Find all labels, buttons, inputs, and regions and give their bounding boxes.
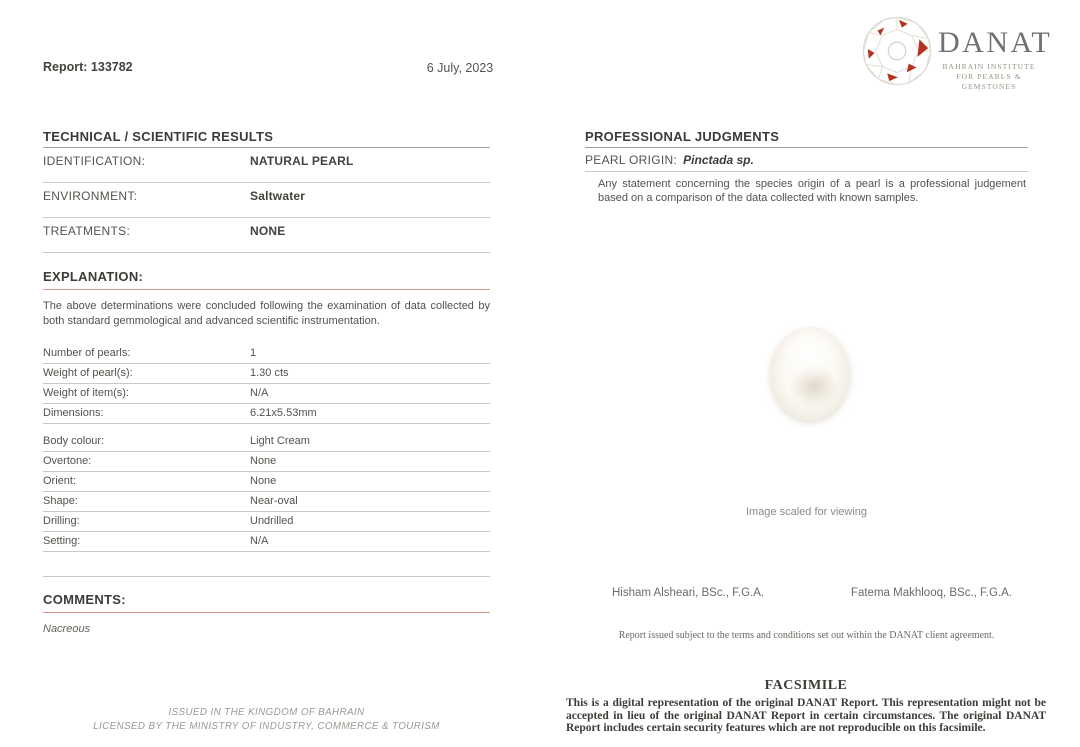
explanation-title: EXPLANATION: — [43, 270, 490, 290]
detail-label: Setting: — [43, 535, 81, 547]
explanation-text: The above determinations were concluded following the examination of data collected by both standard gemmological and advanced scientific instrumentation. — [43, 300, 490, 327]
issuer-footer-line2: LICENSED BY THE MINISTRY OF INDUSTRY, COMMERCE & TOURISM — [93, 721, 440, 732]
pearl-origin-row — [585, 148, 1028, 172]
detail-row-drilling — [43, 512, 490, 532]
brand-block — [938, 26, 1053, 92]
detail-value: None — [250, 455, 277, 467]
pearl-photo — [770, 327, 850, 420]
detail-value: Undrilled — [250, 515, 294, 527]
detail-value: N/A — [250, 387, 269, 399]
detail-value: None — [250, 475, 277, 487]
detail-label: Orient: — [43, 475, 77, 487]
brand-tagline-line2: FOR PEARLS & GEMSTONES — [956, 72, 1022, 91]
detail-row-shape — [43, 492, 490, 512]
result-row-environment — [43, 183, 490, 218]
technical-results-section — [43, 130, 490, 635]
pearl-origin-label: PEARL ORIGIN: — [585, 153, 678, 167]
detail-label: Shape: — [43, 495, 78, 507]
result-label: TREATMENTS: — [43, 224, 131, 238]
detail-row-number-of-pearls — [43, 344, 490, 364]
detail-row-orient — [43, 472, 490, 492]
detail-row-weight-of-pearls — [43, 364, 490, 384]
brand-tagline-line1: BAHRAIN INSTITUTE — [942, 62, 1036, 71]
comments-text: Nacreous — [43, 623, 91, 635]
result-value: Saltwater — [250, 189, 306, 203]
detail-label: Weight of pearl(s): — [43, 367, 133, 379]
detail-value: 1.30 cts — [250, 367, 289, 379]
detail-value: 6.21x5.53mm — [250, 407, 317, 419]
technical-results-title: TECHNICAL / SCIENTIFIC RESULTS — [43, 130, 490, 148]
detail-row-body-colour — [43, 432, 490, 452]
comments-title: COMMENTS: — [43, 593, 490, 613]
detail-label: Dimensions: — [43, 407, 104, 419]
issuer-footer-line1: ISSUED IN THE KINGDOM OF BAHRAIN — [168, 707, 365, 718]
divider-line — [43, 576, 490, 577]
facsimile-section — [566, 678, 1046, 735]
signatures-row — [612, 587, 1012, 599]
detail-label: Number of pearls: — [43, 347, 131, 359]
details-table-primary — [43, 344, 490, 424]
detail-label: Drilling: — [43, 515, 80, 527]
pearl-origin-value: Pinctada sp. — [683, 153, 754, 167]
brand-tagline — [938, 62, 1040, 92]
detail-label: Weight of item(s): — [43, 387, 129, 399]
detail-label: Body colour: — [43, 435, 105, 447]
issuer-footer — [43, 706, 490, 734]
terms-and-conditions-note: Report issued subject to the terms and conditions set out within the DANAT client agreement. — [618, 630, 995, 641]
result-row-treatments — [43, 218, 490, 253]
brand-wordmark: DANAT — [938, 26, 1053, 59]
result-value: NONE — [250, 224, 286, 238]
result-row-identification — [43, 148, 490, 183]
professional-judgments-section — [585, 130, 1028, 205]
result-label: ENVIRONMENT: — [43, 189, 138, 203]
detail-row-weight-of-items — [43, 384, 490, 404]
danat-logo-icon — [860, 14, 934, 88]
detail-value: N/A — [250, 535, 269, 547]
signatory-left: Hisham Alsheari, BSc., F.G.A. — [612, 587, 765, 599]
signatory-right: Fatema Makhlooq, BSc., F.G.A. — [850, 587, 1012, 599]
details-table-secondary — [43, 432, 490, 552]
report-number: Report: 133782 — [43, 60, 133, 74]
detail-row-dimensions — [43, 404, 490, 424]
facsimile-title: FACSIMILE — [764, 678, 848, 693]
detail-value: Light Cream — [250, 435, 310, 447]
detail-label: Overtone: — [43, 455, 92, 467]
detail-row-overtone — [43, 452, 490, 472]
facsimile-text: This is a digital representation of the original DANAT Report. This representation might not be accepted in lieu of the original DANAT Report in certain circumstances. The original DANAT Report includes certain security features which are not reproducible on this facsimile. — [566, 697, 1046, 734]
report-date: 6 July, 2023 — [426, 61, 494, 75]
result-value: NATURAL PEARL — [250, 154, 354, 168]
result-label: IDENTIFICATION: — [43, 154, 146, 168]
detail-value: Near-oval — [250, 495, 298, 507]
detail-value: 1 — [250, 347, 257, 359]
pearl-origin-note: Any statement concerning the species origin of a pearl is a professional judgement based on a comparison of the data collected with known samples. — [598, 178, 1026, 204]
image-scale-caption: Image scaled for viewing — [745, 506, 868, 518]
detail-row-setting — [43, 532, 490, 552]
professional-judgments-title: PROFESSIONAL JUDGMENTS — [585, 130, 1028, 148]
